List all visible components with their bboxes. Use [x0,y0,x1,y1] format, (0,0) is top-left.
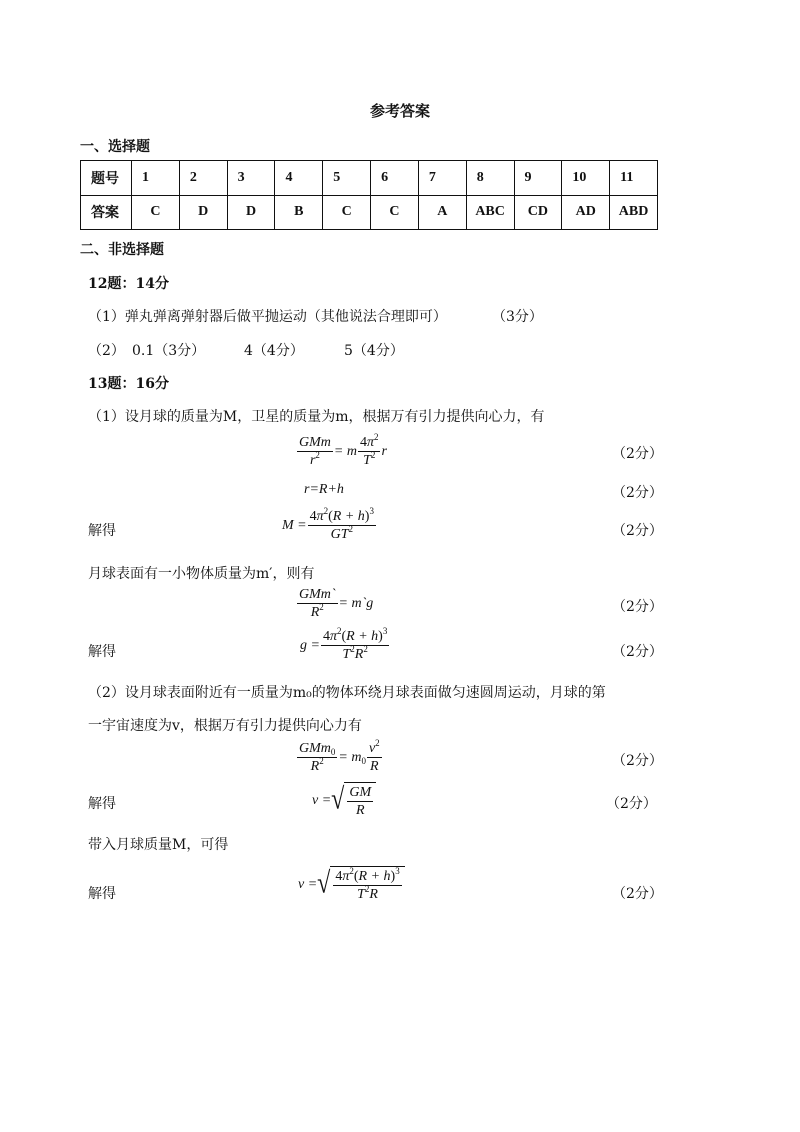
table-cell-answer: A [418,195,466,230]
table-cell-number: 3 [227,161,275,196]
q13-moon-surface-text: 月球表面有一小物体质量为m′，则有 [88,566,315,582]
equation-gravity-centripetal: $\frac{\text{GMm}}{r^2}$ = m $\frac{4\pi^2}{T^2}$ r [299,432,387,468]
equation-orbit-radius: r=R+h [304,482,344,497]
q13-part2-line1: （2）设月球表面附近有一质量为m₀的物体环绕月球表面做匀速圆周运动，月球的第 [88,685,606,701]
table-cell-answer: C [323,195,371,230]
table-row-numbers [81,161,658,196]
table-cell-answer: CD [514,195,562,230]
equation-moon-mass: M = $\frac{4\pi^2(R + h)^3}{GT^2}$ [282,506,374,542]
table-cell-answer: ABD [610,195,658,230]
table-cell-number: 4 [275,161,323,196]
solve-label-v2: 解得 [88,886,116,902]
table-cell-number: 1 [132,161,180,196]
q12-part1-score: （3分） [492,309,543,325]
answer-table [80,160,658,230]
score-eq5: （2分） [612,644,663,660]
equation-first-cosmic-velocity: $\frac{GMm_0}{R^2}$ = $m_0$ $\frac{v^2}{R}$ [299,738,380,774]
table-cell-number: 11 [610,161,658,196]
table-cell-answer: C [132,195,180,230]
q12-part2-answer-a: 0.1（3分） [132,343,206,359]
q12-heading: 12题：14分 [88,276,169,292]
equation-velocity-sqrt: v = √ $\frac{GM}{R}$ [312,782,376,819]
table-cell-number: 5 [323,161,371,196]
score-eq4: （2分） [612,599,663,615]
solve-label-mass: 解得 [88,523,116,539]
table-cell-number: 10 [562,161,610,196]
table-cell-answer: D [179,195,227,230]
solve-label-g: 解得 [88,644,116,660]
section-choice-heading: 一、选择题 [80,139,150,155]
table-cell-answer: B [275,195,323,230]
q12-part2-answer-c: 5（4分） [344,343,404,359]
table-cell-answer: C [371,195,419,230]
q13-heading: 13题：16分 [88,376,169,392]
section-nonchoice-heading: 二、非选择题 [80,242,164,258]
solve-label-v1: 解得 [88,796,116,812]
table-label-answer: 答案 [81,195,132,230]
table-cell-number: 7 [418,161,466,196]
equation-velocity-final: v = √ $\frac{4\pi^2(R + h)^3}{T^2R}$ [298,866,405,903]
table-label-number: 题号 [81,161,132,196]
table-cell-number: 8 [466,161,514,196]
table-row-answers [81,195,658,230]
table-cell-answer: ABC [466,195,514,230]
score-eq3: （2分） [612,523,663,539]
q13-substitute-text: 带入月球质量M，可得 [88,837,229,853]
table-cell-answer: AD [562,195,610,230]
score-eq2: （2分） [612,485,663,501]
score-eq7: （2分） [606,796,657,812]
table-cell-number: 2 [179,161,227,196]
score-eq8: （2分） [612,886,663,902]
page-title: 参考答案 [369,102,430,120]
equation-g-value: g = $\frac{4\pi^2(R + h)^3}{T^2R^2}$ [300,626,388,662]
table-cell-answer: D [227,195,275,230]
table-cell-number: 9 [514,161,562,196]
table-cell-number: 6 [371,161,419,196]
q12-part2-label: （2） [88,343,125,359]
q12-part1-text: （1）弹丸弹离弹射器后做平抛运动（其他说法合理即可） [88,309,447,325]
q12-part2-answer-b: 4（4分） [244,343,304,359]
score-eq6: （2分） [612,753,663,769]
equation-surface-gravity: $\frac{\text{GMm`}}{R^2}$ = m`g [299,587,374,620]
score-eq1: （2分） [612,446,663,462]
q13-part1-text: （1）设月球的质量为M，卫星的质量为m，根据万有引力提供向心力，有 [88,409,545,425]
q13-part2-line2: 一宇宙速度为v，根据万有引力提供向心力有 [88,718,362,734]
